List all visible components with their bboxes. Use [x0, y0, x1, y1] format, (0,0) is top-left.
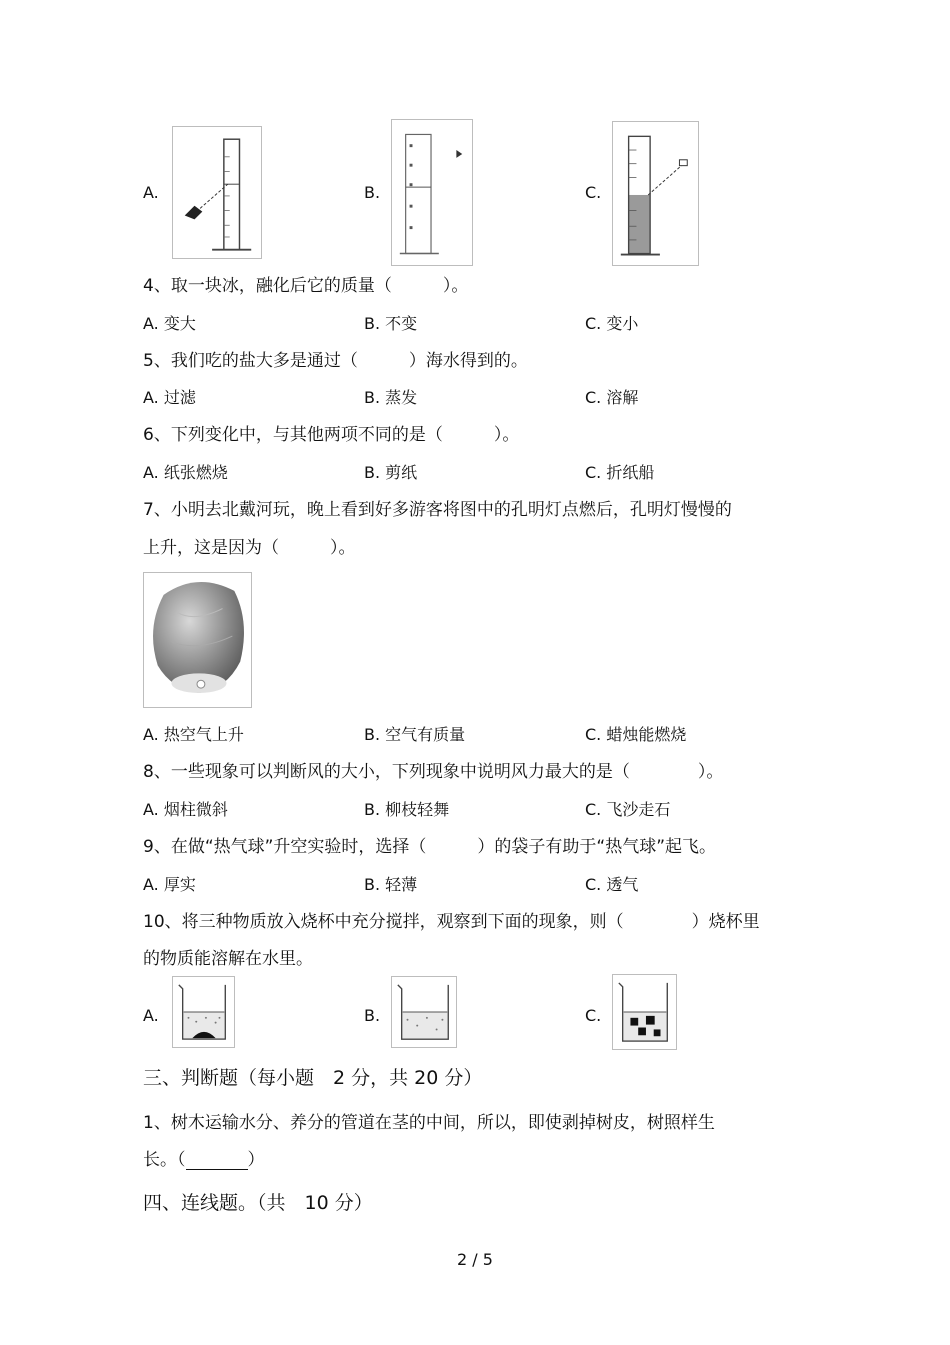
graduated-cylinder-icon	[173, 127, 261, 258]
q3-option-c-label: C.	[585, 183, 602, 202]
graduated-cylinder-icon	[392, 120, 472, 265]
q9-option-c: C. 透气	[585, 875, 639, 894]
q8-stem: 8、一些现象可以判断风的大小，下列现象中说明风力最大的是（ ）。	[143, 762, 724, 782]
q6-stem: 6、下列变化中，与其他两项不同的是（ ）。	[143, 425, 520, 445]
cylinder-b-figure	[391, 119, 473, 266]
q4-option-b: B. 不变	[364, 314, 418, 333]
page-number: 2 / 5	[457, 1250, 493, 1269]
section3-title: 三、判断题（每小题 2 分，共 20 分）	[143, 1067, 483, 1089]
q7-option-b: B. 空气有质量	[364, 725, 466, 744]
q4-stem: 4、取一块冰，融化后它的质量（ ）。	[143, 276, 469, 296]
section3-q1-line2-post: ）	[247, 1150, 265, 1170]
q10-stem-line1: 10、将三种物质放入烧杯中充分搅拌，观察到下面的现象，则（ ）烧杯里	[143, 912, 760, 932]
section3-q1-line1: 1、树木运输水分、养分的管道在茎的中间，所以，即使剥掉树皮，树照样生	[143, 1113, 715, 1133]
cylinder-c-figure	[612, 121, 699, 266]
q5-option-a: A. 过滤	[143, 388, 196, 407]
q10-stem-line2: 的物质能溶解在水里。	[143, 949, 313, 969]
q4-option-a: A. 变大	[143, 314, 196, 333]
q7-stem-line2: 上升，这是因为（ ）。	[143, 538, 356, 558]
beaker-b-figure	[391, 976, 457, 1048]
q10-option-b-label: B.	[364, 1006, 381, 1025]
beaker-a-figure	[172, 976, 235, 1048]
q9-stem: 9、在做“热气球”升空实验时，选择（ ）的袋子有助于“热气球”起飞。	[143, 837, 717, 857]
cylinder-a-figure	[172, 126, 262, 259]
q4-option-c: C. 变小	[585, 314, 639, 333]
sky-lantern-figure	[143, 572, 252, 708]
section3-q1-line2-pre: 长。（	[143, 1150, 186, 1170]
q10-option-a-label: A.	[143, 1006, 159, 1025]
q9-option-a: A. 厚实	[143, 875, 196, 894]
beaker-icon	[173, 977, 234, 1047]
q5-option-c: C. 溶解	[585, 388, 639, 407]
q8-option-c: C. 飞沙走石	[585, 800, 671, 819]
q6-option-b: B. 剪纸	[364, 463, 418, 482]
beaker-c-figure	[612, 974, 677, 1050]
q10-option-c-label: C.	[585, 1006, 602, 1025]
q3-option-b-label: B.	[364, 183, 381, 202]
q7-option-c: C. 蜡烛能燃烧	[585, 725, 687, 744]
section4-title: 四、连线题。（共 10 分）	[143, 1192, 373, 1214]
q3-option-a-label: A.	[143, 183, 159, 202]
q6-option-a: A. 纸张燃烧	[143, 463, 228, 482]
q8-option-b: B. 柳枝轻舞	[364, 800, 450, 819]
q9-option-b: B. 轻薄	[364, 875, 418, 894]
section3-q1-line2	[143, 1150, 265, 1170]
beaker-icon	[613, 975, 676, 1049]
q6-option-c: C. 折纸船	[585, 463, 655, 482]
q8-option-a: A. 烟柱微斜	[143, 800, 228, 819]
graduated-cylinder-icon	[613, 122, 698, 265]
beaker-icon	[392, 977, 456, 1047]
sky-lantern-icon	[144, 573, 251, 707]
q5-option-b: B. 蒸发	[364, 388, 418, 407]
q7-option-a: A. 热空气上升	[143, 725, 244, 744]
q5-stem: 5、我们吃的盐大多是通过（ ）海水得到的。	[143, 351, 528, 371]
answer-blank[interactable]	[186, 1153, 248, 1170]
q7-stem-line1: 7、小明去北戴河玩，晚上看到好多游客将图中的孔明灯点燃后，孔明灯慢慢的	[143, 500, 732, 520]
